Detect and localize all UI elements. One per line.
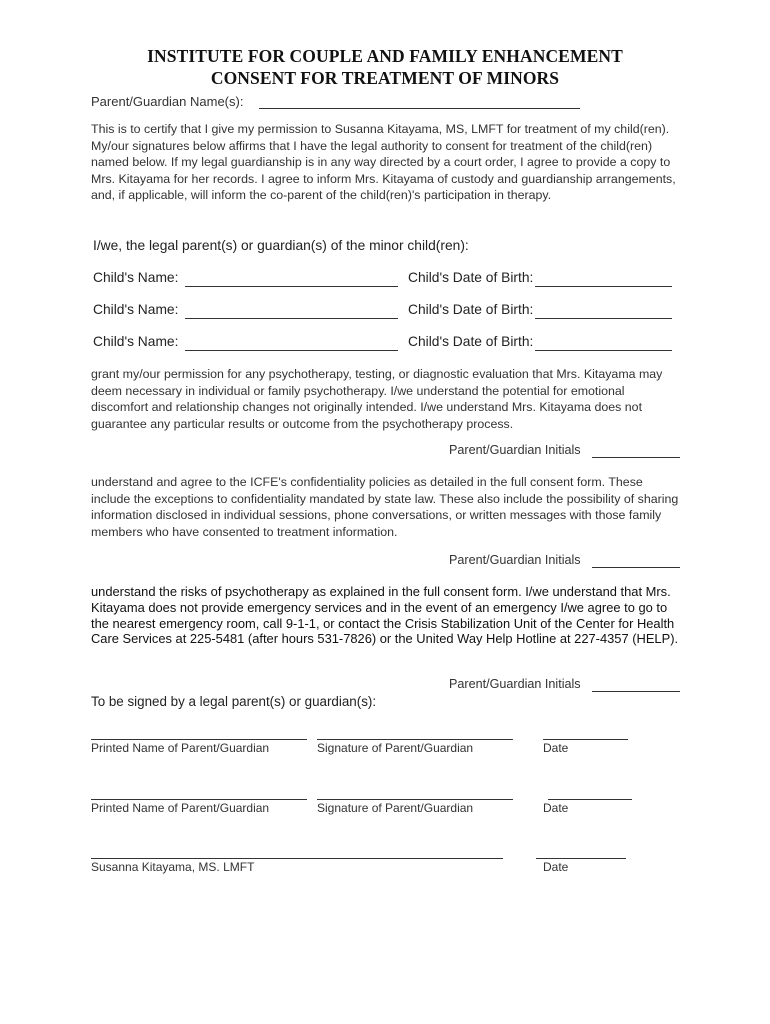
child-dob-field-1[interactable] [535, 286, 672, 287]
child-dob-label: Child's Date of Birth: [408, 334, 534, 349]
guardian-names-label: Parent/Guardian Name(s): [91, 94, 244, 109]
initials-field-1[interactable] [592, 457, 680, 458]
document-title-line1: INSTITUTE FOR COUPLE AND FAMILY ENHANCEMENT [147, 46, 623, 66]
therapist-signature-field[interactable] [91, 858, 503, 859]
date-field-2[interactable] [548, 799, 632, 800]
date-field-1[interactable] [543, 739, 628, 740]
signature-field-2[interactable] [317, 799, 513, 800]
initials-field-3[interactable] [592, 691, 680, 692]
risks-paragraph: understand the risks of psychotherapy as explained in the full consent form. I/we understand that Mrs. Kitayama does not provide emergency services and in the event of an emergency I/we agree to go to the nearest emergency room, call 9-1-1, or contact the Crisis Stabilization Unit of the Center for Health Care Services at 225-5481 (after hours 531-7826) or the United Way Help Hotline at 227-4357 (HELP). [91, 584, 679, 647]
printed-name-label: Printed Name of Parent/Guardian [91, 741, 270, 755]
printed-name-label: Printed Name of Parent/Guardian [91, 801, 270, 815]
initials-label: Parent/Guardian Initials [449, 553, 581, 567]
child-name-field-2[interactable] [185, 318, 398, 319]
child-name-label: Child's Name: [93, 334, 179, 349]
confidentiality-paragraph: understand and agree to the ICFE's confidentiality policies as detailed in the full consent form. These include the exceptions to confidentiality mandated by state law. These also include the possibility of sharing information disclosed in individual sessions, phone conversations, or written messages with those family members who have consented to treatment information. [91, 475, 679, 539]
date-label: Date [543, 860, 569, 874]
signature-label: Signature of Parent/Guardian [317, 801, 474, 815]
initials-field-2[interactable] [592, 567, 680, 568]
date-label: Date [543, 741, 569, 755]
child-dob-field-2[interactable] [535, 318, 672, 319]
printed-name-field-2[interactable] [91, 799, 307, 800]
permission-paragraph: grant my/our permission for any psychotherapy, testing, or diagnostic evaluation that Mrs. Kitayama may deem necessary in individual or family psychotherapy. I/we understand the potential for emotional discomfort and relationship changes not originally intended. I/we understand Mrs. Kitayama does not guarantee any particular results or outcome from the psychotherapy process. [91, 367, 663, 431]
printed-name-field-1[interactable] [91, 739, 307, 740]
child-dob-field-3[interactable] [535, 350, 672, 351]
child-name-field-1[interactable] [185, 286, 398, 287]
child-dob-label: Child's Date of Birth: [408, 302, 534, 317]
legal-guardian-statement: I/we, the legal parent(s) or guardian(s) of the minor child(ren): [93, 238, 469, 253]
guardian-names-field[interactable] [259, 108, 580, 109]
date-label: Date [543, 801, 569, 815]
therapist-date-field[interactable] [536, 858, 626, 859]
initials-label: Parent/Guardian Initials [449, 443, 581, 457]
initials-label: Parent/Guardian Initials [449, 677, 581, 691]
signature-heading: To be signed by a legal parent(s) or guardian(s): [91, 694, 377, 709]
child-name-field-3[interactable] [185, 350, 398, 351]
intro-paragraph: This is to certify that I give my permission to Susanna Kitayama, MS, LMFT for treatment of my child(ren). My/our signatures below affirms that I have the legal authority to consent for treatment of the child(ren) named below. If my legal guardianship is in any way directed by a court order, I agree to provide a copy to Mrs. Kitayama for her records. I agree to inform Mrs. Kitayama of custody and guardianship arrangements, and, if applicable, will inform the co-parent of the child(ren)'s participation in therapy. [91, 122, 676, 202]
signature-field-1[interactable] [317, 739, 513, 740]
signature-label: Signature of Parent/Guardian [317, 741, 474, 755]
child-dob-label: Child's Date of Birth: [408, 270, 534, 285]
child-name-label: Child's Name: [93, 302, 179, 317]
child-name-label: Child's Name: [93, 270, 179, 285]
document-title-line2: CONSENT FOR TREATMENT OF MINORS [210, 68, 560, 88]
therapist-label: Susanna Kitayama, MS. LMFT [91, 860, 255, 874]
